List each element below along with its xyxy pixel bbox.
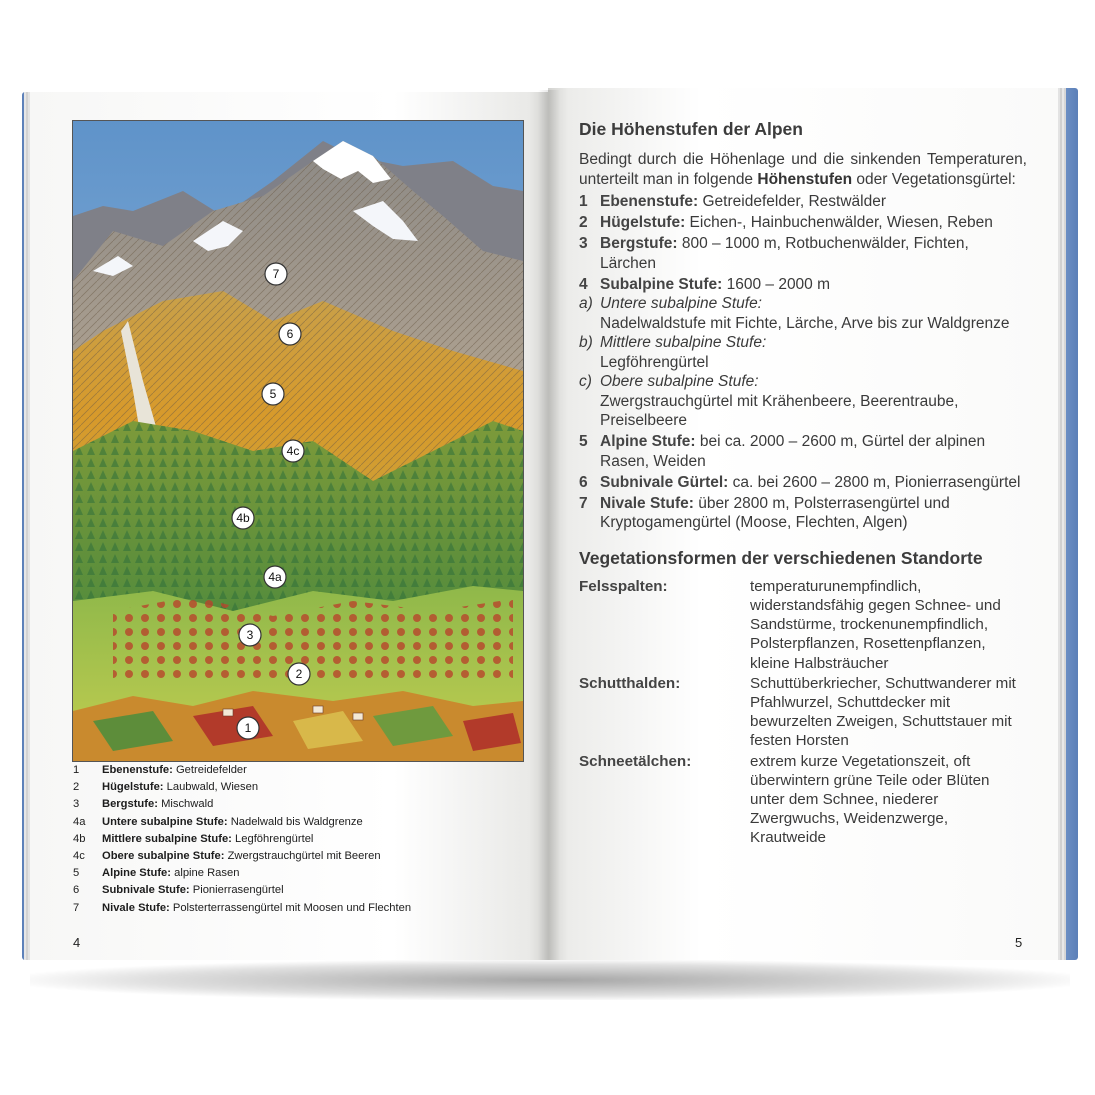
legend-desc: Nadelwald bis Waldgrenze — [230, 815, 363, 828]
zone-desc: Getreidefelder, Restwälder — [698, 193, 887, 211]
legend-number: 4c — [73, 850, 85, 863]
legend-term: Subnivale Stufe: — [102, 884, 190, 897]
intro-text: Bedingt durch die Höhenlage und die sinkenden Temperaturen, unterteilt man in folgende — [579, 151, 1027, 188]
subzone-label: Untere subalpine Stufe: — [600, 295, 762, 313]
zone-term: Hügelstufe: — [600, 214, 686, 232]
legend-number: 3 — [73, 798, 80, 811]
page-number-left: 4 — [73, 935, 81, 950]
legend-desc: Zwergstrauchgürtel mit Beeren — [227, 850, 381, 863]
svg-text:3: 3 — [246, 628, 254, 642]
legend-term: Nivale Stufe: — [102, 901, 170, 914]
zone-desc: 1600 – 2000 m — [722, 275, 831, 293]
habitat-term: Felsspalten: — [579, 577, 668, 595]
zone-term: Ebenenstufe: — [600, 193, 699, 211]
zone-number: 6 — [579, 473, 588, 491]
book-shadow — [30, 960, 1070, 1000]
zone-list — [579, 192, 1027, 533]
legend-term: Mittlere subalpine Stufe: — [102, 832, 232, 845]
legend-number: 7 — [73, 901, 80, 914]
legend-row — [73, 779, 533, 796]
zone-desc: 800 – 1000 m, Rotbuchenwälder, Fichten, Lärchen — [600, 235, 969, 272]
zone-marker-5 — [262, 383, 284, 405]
zone-marker-2 — [288, 663, 310, 685]
legend-term: Alpine Stufe: — [102, 867, 171, 880]
zone-number: 3 — [579, 235, 588, 253]
legend-desc: Legföhrengürtel — [235, 832, 314, 845]
zone-marker-4a — [264, 566, 286, 588]
zone-item — [579, 473, 1027, 493]
zone-item — [579, 494, 1027, 533]
subzone-label: Obere subalpine Stufe: — [600, 373, 759, 391]
zone-item — [579, 234, 1027, 273]
svg-text:1: 1 — [244, 721, 252, 735]
zone-marker-3 — [239, 624, 261, 646]
svg-text:4b: 4b — [236, 511, 250, 525]
subzone-desc: Zwergstrauchgürtel mit Krähenbeere, Beerentraube, Preiselbeere — [600, 392, 959, 430]
subzone-desc: Legföhrengürtel — [600, 353, 709, 371]
legend-desc: alpine Rasen — [174, 867, 240, 880]
legend-desc: Pionierrasengürtel — [192, 884, 284, 897]
zone-marker-7 — [265, 263, 287, 285]
zone-marker-1 — [237, 717, 259, 739]
habitat-desc: Schuttüberkriecher, Schuttwanderer mit Pfahlwurzel, Schuttdecker mit bewurzelten Zweigen, Schuttstauer mit festen Horsten — [750, 674, 1016, 750]
habitat-item — [579, 752, 1027, 848]
legend-number: 6 — [73, 884, 80, 897]
legend-desc: Polsterterrassengürtel mit Moosen und Flechten — [172, 901, 412, 914]
legend-row — [73, 796, 533, 813]
zone-desc: ca. bei 2600 – 2800 m, Pionierrasengürtel — [728, 473, 1021, 491]
legend-term: Ebenenstufe: — [102, 764, 173, 776]
legend-row — [73, 814, 533, 831]
zone-marker-4b — [232, 507, 254, 529]
zone-term: Subalpine Stufe: — [600, 275, 723, 293]
habitat-list — [579, 577, 1027, 848]
habitat-item — [579, 674, 1027, 751]
subzone-item — [579, 372, 1027, 431]
svg-text:2: 2 — [295, 667, 303, 681]
habitat-desc: temperaturunempfindlich, widerstandsfähig gegen Schnee- und Sandstürme, trockenunempfindlich, Polsterpflanzen, Rosettenpflanzen, kleine Halbsträucher — [750, 577, 1001, 672]
zone-term: Nivale Stufe: — [600, 494, 694, 512]
legend-number: 5 — [73, 867, 80, 880]
legend-term: Bergstufe: — [102, 798, 158, 811]
zone-desc: Eichen-, Hainbuchenwälder, Wiesen, Reben — [685, 214, 993, 232]
legend-row — [73, 831, 533, 848]
svg-text:6: 6 — [286, 327, 294, 341]
subzone-item — [579, 333, 1027, 372]
page-title: Die Höhenstufen der Alpen — [579, 119, 803, 139]
legend-term: Untere subalpine Stufe: — [102, 815, 228, 828]
subzone-letter: a) — [579, 295, 593, 313]
legend-desc: Laubwald, Wiesen — [166, 781, 259, 794]
legend-number: 1 — [73, 764, 80, 776]
legend-row — [73, 762, 533, 779]
intro-bold: Höhenstufen — [757, 170, 853, 188]
habitat-term: Schneetälchen: — [579, 752, 692, 770]
right-page-text — [579, 118, 1027, 849]
intro-end: oder Vegetationsgürtel: — [852, 170, 1016, 188]
legend-term: Obere subalpine Stufe: — [102, 850, 225, 863]
legend-number: 2 — [73, 781, 80, 794]
legend-number: 4b — [73, 832, 86, 845]
zone-term: Bergstufe: — [600, 235, 678, 253]
legend-number: 4a — [73, 815, 86, 828]
zone-number: 4 — [579, 275, 588, 293]
zone-desc: über 2800 m, Polsterrasengürtel und Kryptogamengürtel (Moose, Flechten, Algen) — [600, 494, 950, 532]
subzone-label: Mittlere subalpine Stufe: — [600, 334, 767, 352]
subzone-letter: b) — [579, 334, 593, 352]
habitat-term: Schutthalden: — [579, 674, 681, 692]
section-subtitle: Vegetationsformen der verschiedenen Standorte — [579, 547, 983, 568]
zone-term: Subnivale Gürtel: — [600, 473, 729, 491]
svg-text:5: 5 — [269, 387, 277, 401]
illustration-legend — [73, 762, 533, 917]
habitat-desc: extrem kurze Vegetationszeit, oft überwintern grüne Teile oder Blüten unter dem Schnee, niederer Zwergwuchs, Weidenzwerge, Krautweide — [750, 752, 990, 847]
subzone-letter: c) — [579, 373, 592, 391]
zone-number: 5 — [579, 433, 588, 451]
alpine-zones-illustration — [72, 120, 524, 762]
zone-marker-4c — [282, 440, 304, 462]
legend-row — [73, 848, 533, 865]
zone-item — [579, 213, 1027, 233]
zone-item — [579, 275, 1027, 295]
legend-row — [73, 865, 533, 882]
legend-desc: Mischwald — [161, 798, 214, 811]
svg-text:4c: 4c — [286, 444, 300, 458]
zone-marker-6 — [279, 323, 301, 345]
habitat-item — [579, 577, 1027, 673]
legend-desc: Getreidefelder — [175, 764, 247, 776]
zone-desc: bei ca. 2000 – 2600 m, Gürtel der alpinen Rasen, Weiden — [600, 433, 986, 470]
legend-row — [73, 882, 533, 899]
zone-item — [579, 432, 1027, 471]
book-gutter — [538, 90, 560, 960]
zone-number: 7 — [579, 494, 588, 512]
zone-item — [579, 192, 1027, 212]
intro-paragraph — [579, 150, 1027, 189]
svg-text:7: 7 — [272, 267, 280, 281]
zone-number: 1 — [579, 193, 588, 211]
legend-row — [73, 900, 533, 917]
subzone-item — [579, 294, 1027, 333]
zone-number: 2 — [579, 214, 588, 232]
svg-text:4a: 4a — [268, 570, 282, 584]
zone-term: Alpine Stufe: — [600, 433, 696, 451]
subzone-desc: Nadelwaldstufe mit Fichte, Lärche, Arve bis zur Waldgrenze — [600, 314, 1010, 332]
page-number-right: 5 — [1015, 935, 1023, 950]
legend-term: Hügelstufe: — [102, 781, 164, 794]
